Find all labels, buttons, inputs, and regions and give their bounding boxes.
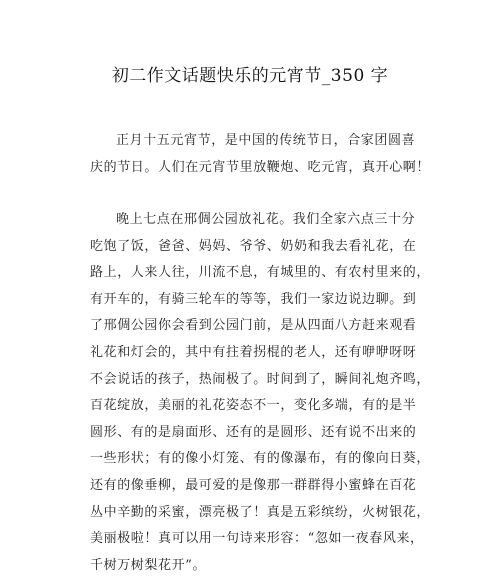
paragraph-line: 千树万树梨花开”。 [90,557,207,573]
paragraph-line: 不会说话的孩子，热闹极了。时间到了，瞬间礼炮齐鸣， [90,371,431,387]
paragraph-line: 还有的像垂柳，最可爱的是像那一群群得小蜜蜂在百花 [90,477,417,493]
paragraph-2 [90,207,430,579]
document-title: 初二作文话题快乐的元宵节_350 字 [111,66,389,86]
paragraph-line: 正月十五元宵节，是中国的传统节日，合家团圆喜 [116,133,416,148]
paragraph-line: 路上，人来人往，川流不息，有城里的、有农村里来的， [90,265,431,281]
paragraph-line: 了邢倜公园你会看到公园门前，是从四面八方赶来观看 [90,318,417,334]
paragraph-line: 百花绽放，美丽的礼花姿态不一，变化多端，有的是半 [90,398,417,414]
paragraph-line: 吃饱了饭，爸爸、妈妈、爷爷、奶奶和我去看礼花，在 [90,238,417,254]
paragraph-line: 一些形状；有的像小灯笼、有的像瀑布，有的像向日葵， [90,451,431,467]
paragraph-line: 礼花和灯会的，其中有拄着拐棍的老人，还有咿咿呀呀 [90,344,417,360]
paragraph-line: 圆形、有的是扇面形、还有的是圆形、还有说不出来的 [90,424,417,440]
paragraph-line: 美丽极啦！真可以用一句诗来形容：“忽如一夜春风来， [90,531,424,547]
paragraph-line: 丛中辛勤的采蜜，漂亮极了！真是五彩缤纷，火树银花， [90,504,431,520]
paragraph-line: 有开车的，有骑三轮车的等等，我们一家边说边聊。到 [90,291,417,307]
paragraph-line: 晚上七点在邢倜公园放礼花。我们全家六点三十分 [116,212,416,227]
paragraph-1 [90,128,430,181]
paragraph-line: 庆的节日。人们在元宵节里放鞭炮、吃元宵，真开心啊！ [90,159,431,175]
